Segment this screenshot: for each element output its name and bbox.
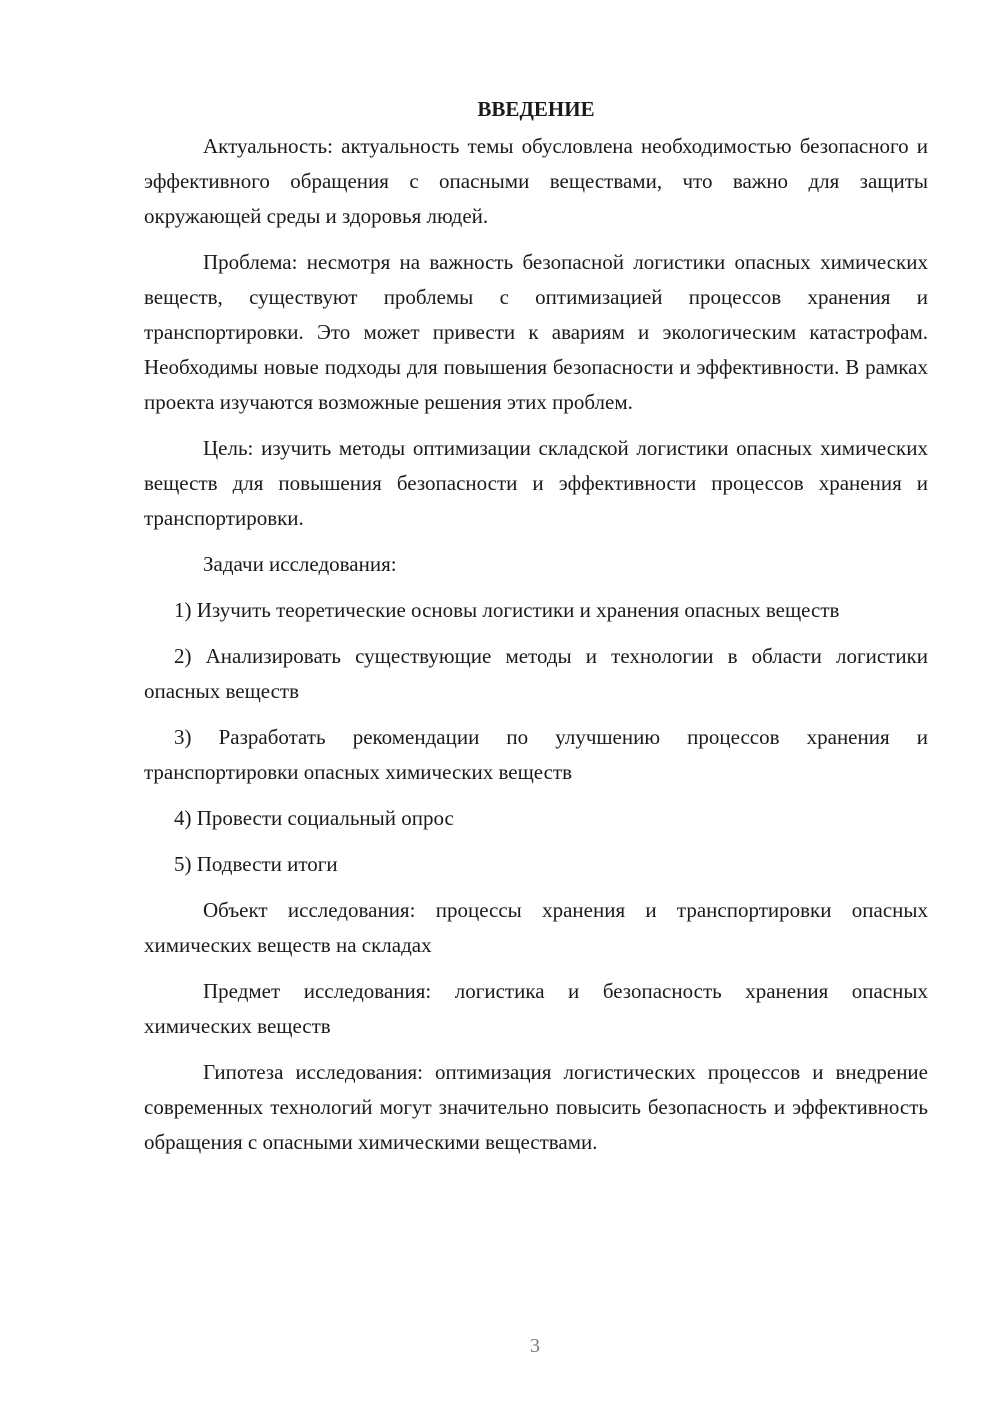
task-item: 4) Провести социальный опрос	[174, 806, 454, 830]
task-item: 1) Изучить теоретические основы логистики и хранения опасных веществ	[174, 598, 840, 622]
paragraph-object: Объект исследования: процессы хранения и транспортировки опасных химических веществ на складах	[144, 898, 928, 957]
paragraph-subject: Предмет исследования: логистика и безопасность хранения опасных химических веществ	[144, 979, 928, 1038]
page-body	[144, 92, 928, 1171]
paragraph-problem: Проблема: несмотря на важность безопасной логистики опасных химических веществ, существуют проблемы с оптимизацией процессов хранения и транспортировки. Это может привести к авариям и экологическим катастрофам. Необходимы новые подходы для повышения безопасности и эффективности. В рамках проекта изучаются возможные решения этих проблем.	[144, 250, 928, 414]
task-item: 2) Анализировать существующие методы и технологии в области логистики опасных веществ	[144, 644, 928, 703]
paragraph-goal: Цель: изучить методы оптимизации складской логистики опасных химических веществ для повышения безопасности и эффективности процессов хранения и транспортировки.	[144, 436, 928, 530]
task-item: 5) Подвести итоги	[174, 852, 338, 876]
page-number: 3	[530, 1335, 540, 1357]
paragraph-hypothesis: Гипотеза исследования: оптимизация логистических процессов и внедрение современных технологий могут значительно повысить безопасность и эффективность обращения с опасными химическими веществами.	[144, 1060, 928, 1154]
paragraph-relevance: Актуальность: актуальность темы обусловлена необходимостью безопасного и эффективного обращения с опасными веществами, что важно для защиты окружающей среды и здоровья людей.	[144, 134, 928, 228]
task-item: 3) Разработать рекомендации по улучшению процессов хранения и транспортировки опасных химических веществ	[144, 725, 928, 784]
page-title: ВВЕДЕНИЕ	[477, 97, 595, 121]
tasks-heading: Задачи исследования:	[203, 552, 397, 576]
